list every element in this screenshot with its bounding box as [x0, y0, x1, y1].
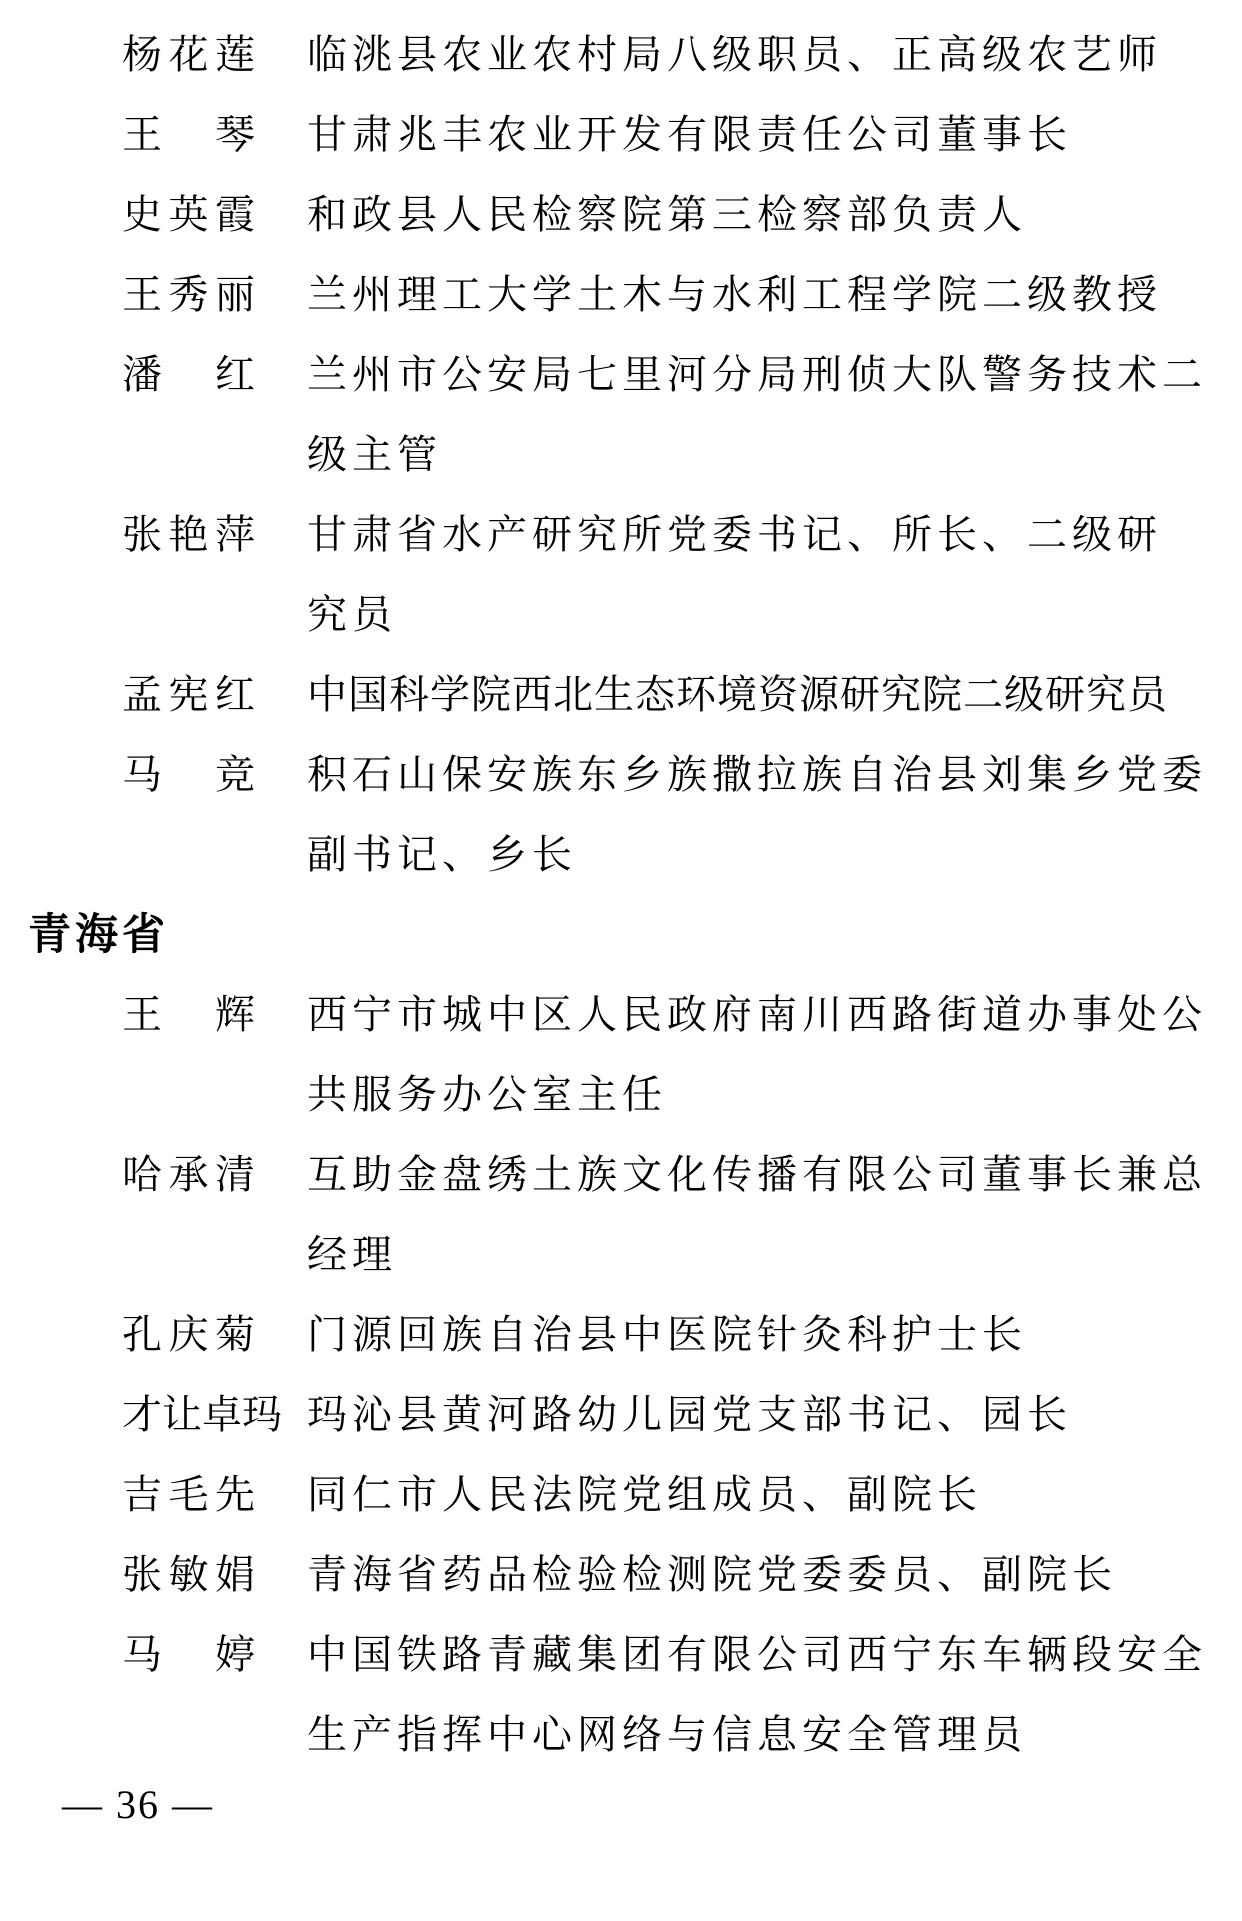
- list-item: [0, 735, 1242, 895]
- section-header-qinghai: 青海省: [28, 911, 169, 959]
- honoree-position: [307, 175, 1027, 255]
- honoree-name: 才 让 卓 玛: [122, 1392, 282, 1437]
- honoree-position: [307, 1135, 1207, 1295]
- honoree-name: 哈 承 清: [122, 1152, 255, 1197]
- honoree-position-line: 经理: [307, 1232, 397, 1277]
- honoree-position: [307, 1535, 1117, 1615]
- honoree-name: 杨 花 莲: [122, 32, 255, 77]
- honoree-position-line: 中国科学院西北生态环境资源研究院二级研究员: [307, 672, 1168, 717]
- honoree-position-line: 积石山保安族东乡族撒拉族自治县刘集乡党委: [307, 752, 1207, 797]
- list-item: [0, 1295, 1242, 1375]
- honoree-position-line: 临洮县农业农村局八级职员、正高级农艺师: [307, 32, 1162, 77]
- honoree-position: [307, 1375, 1072, 1455]
- list-item: [0, 175, 1242, 255]
- honoree-name: 王 琴: [122, 112, 255, 157]
- honoree-position: [307, 975, 1207, 1135]
- list-item: [0, 15, 1242, 95]
- list-item: [0, 95, 1242, 175]
- honoree-name: 马 婷: [122, 1632, 255, 1677]
- honoree-position-line: 同仁市人民法院党组成员、副院长: [307, 1472, 982, 1517]
- list-item: [0, 975, 1242, 1135]
- honoree-position: [307, 735, 1207, 895]
- honoree-position-line: 中国铁路青藏集团有限公司西宁东车辆段安全: [307, 1632, 1207, 1677]
- list-item: [0, 1375, 1242, 1455]
- honoree-position-line: 生产指挥中心网络与信息安全管理员: [307, 1712, 1027, 1757]
- honoree-position-line: 兰州理工大学土木与水利工程学院二级教授: [307, 272, 1162, 317]
- honoree-name: 王 秀 丽: [122, 272, 255, 317]
- honoree-position: [307, 95, 1072, 175]
- list-item: [0, 655, 1242, 735]
- honoree-position: [307, 655, 1168, 735]
- honoree-position-line: 甘肃兆丰农业开发有限责任公司董事长: [307, 112, 1072, 157]
- honoree-name: 张 艳 萍: [122, 512, 255, 557]
- honoree-name: 王 辉: [122, 992, 255, 1037]
- honoree-position: [307, 1295, 1027, 1375]
- list-item: [0, 1135, 1242, 1295]
- honoree-list-bottom: [0, 975, 1242, 1775]
- honoree-position-line: 甘肃省水产研究所党委书记、所长、二级研: [307, 512, 1162, 557]
- honoree-position-line: 兰州市公安局七里河分局刑侦大队警务技术二: [307, 352, 1207, 397]
- honoree-position-line: 玛沁县黄河路幼儿园党支部书记、园长: [307, 1392, 1072, 1437]
- honoree-position-line: 级主管: [307, 432, 442, 477]
- list-item: [0, 335, 1242, 495]
- list-item: [0, 255, 1242, 335]
- honoree-position: [307, 1455, 982, 1535]
- honoree-position-line: 西宁市城中区人民政府南川西路街道办事处公: [307, 992, 1207, 1037]
- list-item: [0, 495, 1242, 655]
- page-number: — 36 —: [62, 1782, 214, 1827]
- honoree-position-line: 互助金盘绣土族文化传播有限公司董事长兼总: [307, 1152, 1207, 1197]
- honoree-name: 史 英 霞: [122, 192, 255, 237]
- honoree-position-line: 青海省药品检验检测院党委委员、副院长: [307, 1552, 1117, 1597]
- honoree-position-line: 究员: [307, 592, 397, 637]
- honoree-position: [307, 335, 1207, 495]
- honoree-name: 孟 宪 红: [122, 672, 255, 717]
- honoree-list-top: [0, 15, 1242, 895]
- honoree-position: [307, 495, 1162, 655]
- honoree-position-line: 共服务办公室主任: [307, 1072, 667, 1117]
- honoree-position-line: 和政县人民检察院第三检察部负责人: [307, 192, 1027, 237]
- honoree-name: 潘 红: [122, 352, 255, 397]
- honoree-name: 张 敏 娟: [122, 1552, 255, 1597]
- honoree-position: [307, 15, 1162, 95]
- honoree-name: 马 竞: [122, 752, 255, 797]
- honoree-position-line: 门源回族自治县中医院针灸科护士长: [307, 1312, 1027, 1357]
- list-item: [0, 1455, 1242, 1535]
- list-item: [0, 1615, 1242, 1775]
- honoree-position: [307, 255, 1162, 335]
- honoree-position-line: 副书记、乡长: [307, 832, 577, 877]
- honoree-name: 孔 庆 菊: [122, 1312, 255, 1357]
- list-item: [0, 1535, 1242, 1615]
- honoree-position: [307, 1615, 1207, 1775]
- honoree-name: 吉 毛 先: [122, 1472, 255, 1517]
